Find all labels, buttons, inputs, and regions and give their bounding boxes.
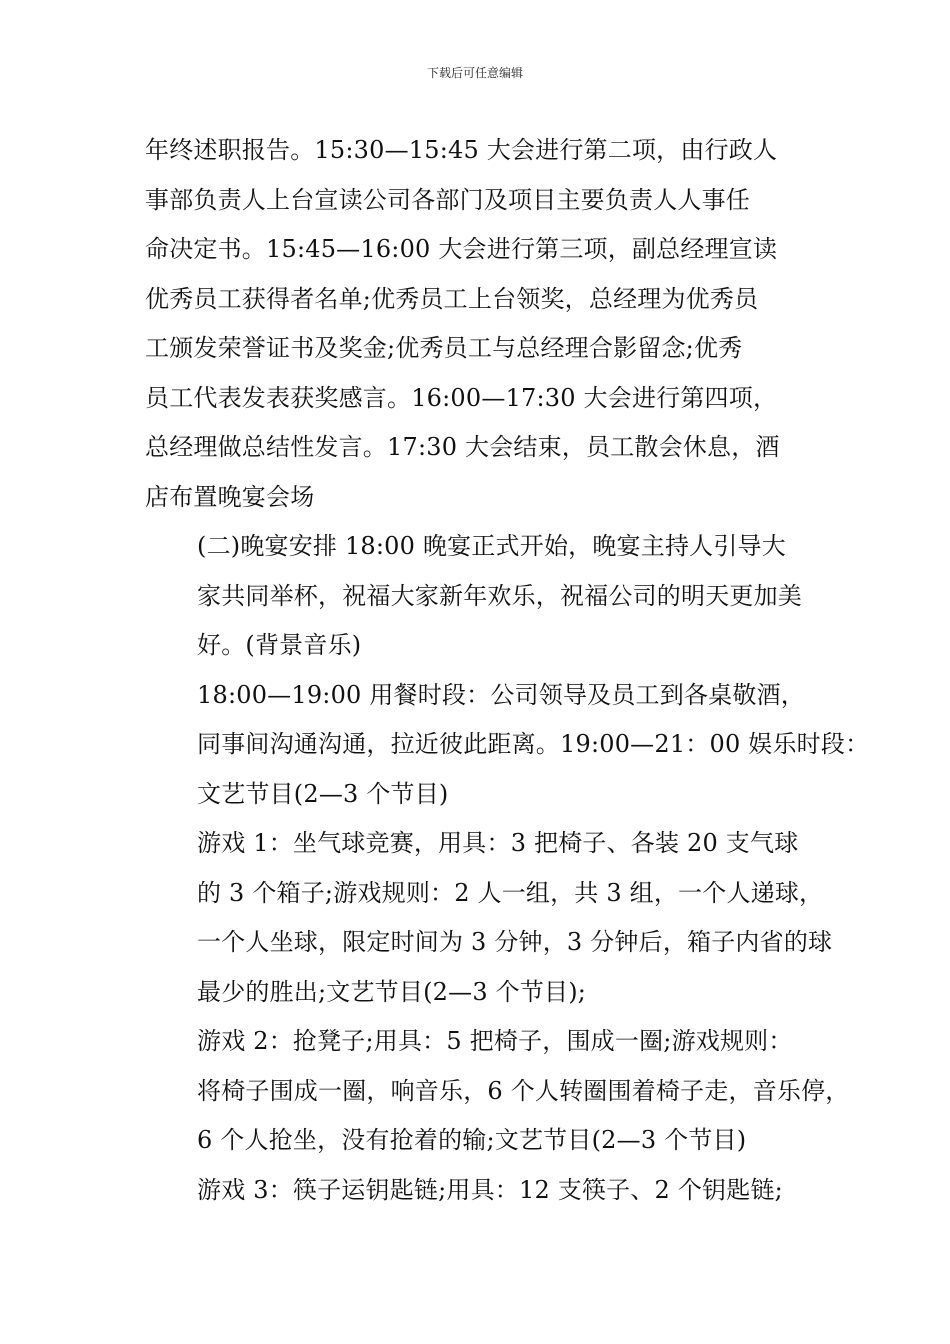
text-line: 18:00—19:00 用餐时段：公司领导及员工到各桌敬酒，: [197, 680, 805, 709]
text-line: 将椅子围成一圈，响音乐，6 个人转圈围着椅子走，音乐停，: [197, 1076, 850, 1105]
text-line: 店布置晚宴会场: [145, 482, 315, 511]
paragraph-game-2: [145, 1017, 850, 1166]
text-line: 文艺节目(2—3 个节目): [197, 779, 449, 808]
text-line: 的 3 个箱子;游戏规则：2 人一组，共 3 组，一个人递球，: [197, 878, 824, 907]
paragraph-game-3: [145, 1166, 817, 1216]
text-line: 总经理做总结性发言。17:30 大会结束，员工散会休息，酒: [145, 433, 780, 461]
text-line: 事部负责人上台宣读公司各部门及项目主要负责人人事任: [145, 185, 750, 214]
page-header-note: 下载后可任意编辑: [426, 66, 523, 80]
paragraph-game-1: [145, 819, 833, 1017]
text-line: 游戏 2：抢凳子;用具：5 把椅子，围成一圈;游戏规则：: [197, 1027, 793, 1055]
text-line: 游戏 1：坐气球竞赛，用具：3 把椅子、各装 20 支气球: [197, 829, 799, 857]
text-line: 工颁发荣誉证书及奖金;优秀员工与总经理合影留念;优秀: [145, 334, 743, 362]
text-line: 一个人坐球，限定时间为 3 分钟，3 分钟后，箱子内省的球: [197, 928, 833, 956]
paragraph-dining-period: [145, 671, 870, 820]
text-line: 同事间沟通沟通，拉近彼此距离。19:00—21：00 娱乐时段：: [197, 730, 870, 758]
paragraph-agenda-continued: [145, 126, 817, 522]
text-line: 6 个人抢坐，没有抢着的输;文艺节目(2—3 个节目): [197, 1126, 747, 1154]
text-line: 游戏 3：筷子运钥匙链;用具：12 支筷子、2 个钥匙链;: [197, 1175, 783, 1204]
text-line: 家共同举杯，祝福大家新年欢乐，祝福公司的明天更加美: [197, 581, 802, 610]
text-line: 命决定书。15:45—16:00 大会进行第三项，副总经理宣读: [145, 235, 778, 263]
text-line: (二)晚宴安排 18:00 晚宴正式开始，晚宴主持人引导大: [197, 532, 786, 560]
text-line: 好。(背景音乐): [197, 631, 362, 659]
text-line: 员工代表发表获奖感言。16:00—17:30 大会进行第四项，: [145, 383, 778, 412]
document-body: [145, 126, 870, 1215]
text-line: 优秀员工获得者名单;优秀员工上台领奖，总经理为优秀员: [145, 284, 759, 313]
text-line: 最少的胜出;文艺节目(2—3 个节目);: [197, 977, 587, 1006]
text-line: 年终述职报告。15:30—15:45 大会进行第二项，由行政人: [145, 136, 778, 164]
paragraph-banquet-arrangement: [145, 522, 817, 671]
